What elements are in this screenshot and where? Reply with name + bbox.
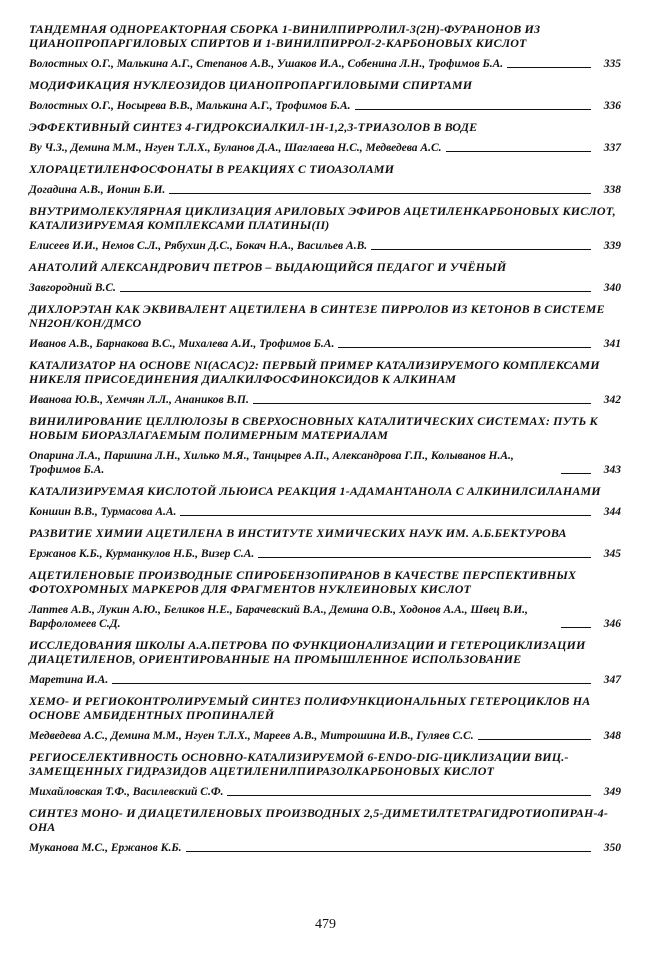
entry-page-number: 349 bbox=[603, 786, 621, 798]
entry-title: РЕГИОСЕЛЕКТИВНОСТЬ ОСНОВНО-КАТАЛИЗИРУЕМОЙ 6-ENDO-DIG-ЦИКЛИЗАЦИИ ВИЦ.-ЗАМЕЩЕННЫХ ГИДРАЗИДОВ АЦЕТИЛЕНИЛПИРАЗОЛКАРБОНОВЫХ КИСЛОТ bbox=[29, 750, 569, 778]
entry-authors-line bbox=[29, 141, 621, 155]
toc-entry bbox=[29, 806, 621, 855]
entry-page-number: 339 bbox=[603, 240, 621, 252]
leader-line bbox=[371, 249, 591, 250]
entry-page-number: 337 bbox=[603, 142, 621, 154]
entry-title: МОДИФИКАЦИЯ НУКЛЕОЗИДОВ ЦИАНОПРОПАРГИЛОВЫМИ СПИРТАМИ bbox=[29, 78, 473, 92]
entry-authors: Елисеев И.И., Немов С.Л., Рябухин Д.С., Бокач Н.А., Васильев А.В. bbox=[29, 240, 368, 252]
entry-page-number: 341 bbox=[603, 338, 621, 350]
table-of-contents bbox=[29, 22, 621, 862]
entry-title: ВИНИЛИРОВАНИЕ ЦЕЛЛЮЛОЗЫ В СВЕРХОСНОВНЫХ КАТАЛИТИЧЕСКИХ СИСТЕМАХ: ПУТЬ К НОВЫМ БИОРАЗЛАГАЕМЫМ ПОЛИМЕРНЫМ МАТЕРИАЛАМ bbox=[29, 414, 598, 442]
toc-entry bbox=[29, 638, 621, 687]
entry-title: КАТАЛИЗИРУЕМАЯ КИСЛОТОЙ ЛЬЮИСА РЕАКЦИЯ 1-АДАМАНТАНОЛА С АЛКИНИЛСИЛАНАМИ bbox=[29, 484, 601, 498]
leader-line bbox=[561, 473, 591, 474]
entry-authors: Волостных О.Г., Малькина А.Г., Степанов А.В., Ушаков И.А., Собенина Л.Н., Трофимов Б.А. bbox=[29, 58, 504, 70]
entry-authors: Завгородний В.С. bbox=[29, 282, 116, 294]
toc-entry bbox=[29, 302, 621, 351]
entry-authors-line bbox=[29, 547, 621, 561]
leader-line bbox=[507, 67, 591, 68]
entry-page-number: 344 bbox=[603, 506, 621, 518]
entry-page-number: 348 bbox=[603, 730, 621, 742]
leader-line bbox=[169, 193, 591, 194]
entry-title: СИНТЕЗ МОНО- И ДИАЦЕТИЛЕНОВЫХ ПРОИЗВОДНЫХ 2,5-ДИМЕТИЛТЕТРАГИДРОТИОПИРАН-4-ОНА bbox=[29, 806, 608, 834]
toc-entry bbox=[29, 358, 621, 407]
toc-entry bbox=[29, 22, 621, 71]
entry-authors-line bbox=[29, 729, 621, 743]
entry-page-number: 346 bbox=[603, 618, 621, 630]
toc-entry bbox=[29, 78, 621, 113]
entry-authors: Волостных О.Г., Носырева В.В., Малькина А.Г., Трофимов Б.А. bbox=[29, 100, 351, 112]
entry-title: АЦЕТИЛЕНОВЫЕ ПРОИЗВОДНЫЕ СПИРОБЕНЗОПИРАНОВ В КАЧЕСТВЕ ПЕРСПЕКТИВНЫХ ФОТОХРОМНЫХ МАРКЕРОВ ДЛЯ ФРАГМЕНТОВ НУКЛЕИНОВЫХ КИСЛОТ bbox=[29, 568, 577, 596]
entry-authors-line bbox=[29, 673, 621, 687]
entry-title: АНАТОЛИЙ АЛЕКСАНДРОВИЧ ПЕТРОВ – ВЫДАЮЩИЙСЯ ПЕДАГОГ И УЧЁНЫЙ bbox=[29, 260, 507, 274]
entry-authors: Иванова Ю.В., Хемчян Л.Л., Анаников В.П. bbox=[29, 394, 249, 406]
entry-authors: Медведева А.С., Демина М.М., Нгуен Т.Л.Х., Мареев А.В., Митрошина И.В., Гуляев С.С. bbox=[29, 730, 474, 742]
toc-entry bbox=[29, 204, 621, 253]
entry-title: ХЛОРАЦЕТИЛЕНФОСФОНАТЫ В РЕАКЦИЯХ С ТИОАЗОЛАМИ bbox=[29, 162, 395, 176]
entry-title: ДИХЛОРЭТАН КАК ЭКВИВАЛЕНТ АЦЕТИЛЕНА В СИНТЕЗЕ ПИРРОЛОВ ИЗ КЕТОНОВ В СИСТЕМЕ NH2OH/KOH/ДМСО bbox=[29, 302, 605, 330]
toc-entry bbox=[29, 750, 621, 799]
leader-line bbox=[446, 151, 591, 152]
entry-authors-line bbox=[29, 449, 621, 477]
entry-authors-line bbox=[29, 337, 621, 351]
page-number: 479 bbox=[315, 917, 336, 932]
toc-entry bbox=[29, 162, 621, 197]
entry-authors: Иванов А.В., Барнакова В.С., Михалева А.И., Трофимов Б.А. bbox=[29, 338, 335, 350]
entry-authors-line bbox=[29, 785, 621, 799]
leader-line bbox=[186, 851, 591, 852]
entry-title: ХЕМО- И РЕГИОКОНТРОЛИРУЕМЫЙ СИНТЕЗ ПОЛИФУНКЦИОНАЛЬНЫХ ГЕТЕРОЦИКЛОВ НА ОСНОВЕ АМБИДЕНТНЫХ ПРОПИНАЛЕЙ bbox=[29, 694, 591, 722]
entry-authors-line bbox=[29, 57, 621, 71]
leader-line bbox=[180, 515, 591, 516]
entry-page-number: 345 bbox=[603, 548, 621, 560]
toc-entry bbox=[29, 568, 621, 631]
leader-line bbox=[355, 109, 591, 110]
leader-line bbox=[338, 347, 591, 348]
leader-line bbox=[112, 683, 591, 684]
toc-entry bbox=[29, 414, 621, 477]
entry-page-number: 338 bbox=[603, 184, 621, 196]
leader-line bbox=[258, 557, 591, 558]
toc-entry bbox=[29, 526, 621, 561]
entry-authors-line bbox=[29, 505, 621, 519]
leader-line bbox=[561, 627, 591, 628]
entry-authors: Лаптев А.В., Лукин А.Ю., Беликов Н.Е., Барачевский В.А., Демина О.В., Ходонов А.А., Швец В.И., Варфоломеев С.Д. bbox=[29, 604, 528, 630]
entry-page-number: 347 bbox=[603, 674, 621, 686]
leader-line bbox=[478, 739, 591, 740]
entry-authors-line bbox=[29, 239, 621, 253]
entry-title: ЭФФЕКТИВНЫЙ СИНТЕЗ 4-ГИДРОКСИАЛКИЛ-1Н-1,2,3-ТРИАЗОЛОВ В ВОДЕ bbox=[29, 120, 478, 134]
entry-authors: Михайловская Т.Ф., Василевский С.Ф. bbox=[29, 786, 224, 798]
entry-title: РАЗВИТИЕ ХИМИИ АЦЕТИЛЕНА В ИНСТИТУТЕ ХИМИЧЕСКИХ НАУК ИМ. А.Б.БЕКТУРОВА bbox=[29, 526, 567, 540]
entry-authors-line bbox=[29, 393, 621, 407]
entry-authors: Ву Ч.З., Демина М.М., Нгуен Т.Л.Х., Буланов Д.А., Шаглаева Н.С., Медведева А.С. bbox=[29, 142, 442, 154]
toc-entry bbox=[29, 260, 621, 295]
entry-authors-line bbox=[29, 281, 621, 295]
entry-page-number: 335 bbox=[603, 58, 621, 70]
entry-authors: Коншин В.В., Турмасова А.А. bbox=[29, 506, 177, 518]
entry-authors: Ержанов К.Б., Курманкулов Н.Б., Визер С.А. bbox=[29, 548, 255, 560]
entry-authors: Опарина Л.А., Паршина Л.Н., Хилько М.Я., Танцырев А.П., Александрова Г.П., Колыванов Н.А., Трофимов Б.А. bbox=[29, 450, 514, 476]
entry-authors: Маретина И.А. bbox=[29, 674, 109, 686]
entry-authors-line bbox=[29, 183, 621, 197]
leader-line bbox=[227, 795, 591, 796]
entry-page-number: 342 bbox=[603, 394, 621, 406]
entry-authors-line bbox=[29, 603, 621, 631]
entry-authors: Муканова М.С., Ержанов К.Б. bbox=[29, 842, 182, 854]
entry-page-number: 343 bbox=[603, 464, 621, 476]
entry-authors-line bbox=[29, 99, 621, 113]
leader-line bbox=[253, 403, 591, 404]
entry-authors-line bbox=[29, 841, 621, 855]
entry-title: ВНУТРИМОЛЕКУЛЯРНАЯ ЦИКЛИЗАЦИЯ АРИЛОВЫХ ЭФИРОВ АЦЕТИЛЕНКАРБОНОВЫХ КИСЛОТ, КАТАЛИЗИРУЕМАЯ КОМПЛЕКСАМИ ПЛАТИНЫ(II) bbox=[29, 204, 616, 232]
entry-title: ИССЛЕДОВАНИЯ ШКОЛЫ А.А.ПЕТРОВА ПО ФУНКЦИОНАЛИЗАЦИИ И ГЕТЕРОЦИКЛИЗАЦИИ ДИАЦЕТИЛЕНОВ, ОРИЕНТИРОВАННЫЕ НА ПРОМЫШЛЕННОЕ ИСПОЛЬЗОВАНИЕ bbox=[29, 638, 586, 666]
entry-page-number: 340 bbox=[603, 282, 621, 294]
entry-page-number: 336 bbox=[603, 100, 621, 112]
toc-entry bbox=[29, 694, 621, 743]
leader-line bbox=[120, 291, 591, 292]
toc-entry bbox=[29, 120, 621, 155]
entry-title: ТАНДЕМНАЯ ОДНОРЕАКТОРНАЯ СБОРКА 1-ВИНИЛПИРРОЛИЛ-3(2H)-ФУРАНОНОВ ИЗ ЦИАНОПРОПАРГИЛОВЫХ СПИРТОВ И 1-ВИНИЛПИРРОЛ-2-КАРБОНОВЫХ КИСЛОТ bbox=[29, 22, 541, 50]
entry-title: КАТАЛИЗАТОР НА ОСНОВЕ NI(ACAC)2: ПЕРВЫЙ ПРИМЕР КАТАЛИЗИРУЕМОГО КОМПЛЕКСАМИ НИКЕЛЯ ПРИСОЕДИНЕНИЯ ДИАЛКИЛФОСФИНОКСИДОВ К АЛКИНАМ bbox=[29, 358, 600, 386]
entry-authors: Догадина А.В., Ионин Б.И. bbox=[29, 184, 166, 196]
toc-entry bbox=[29, 484, 621, 519]
entry-page-number: 350 bbox=[603, 842, 621, 854]
